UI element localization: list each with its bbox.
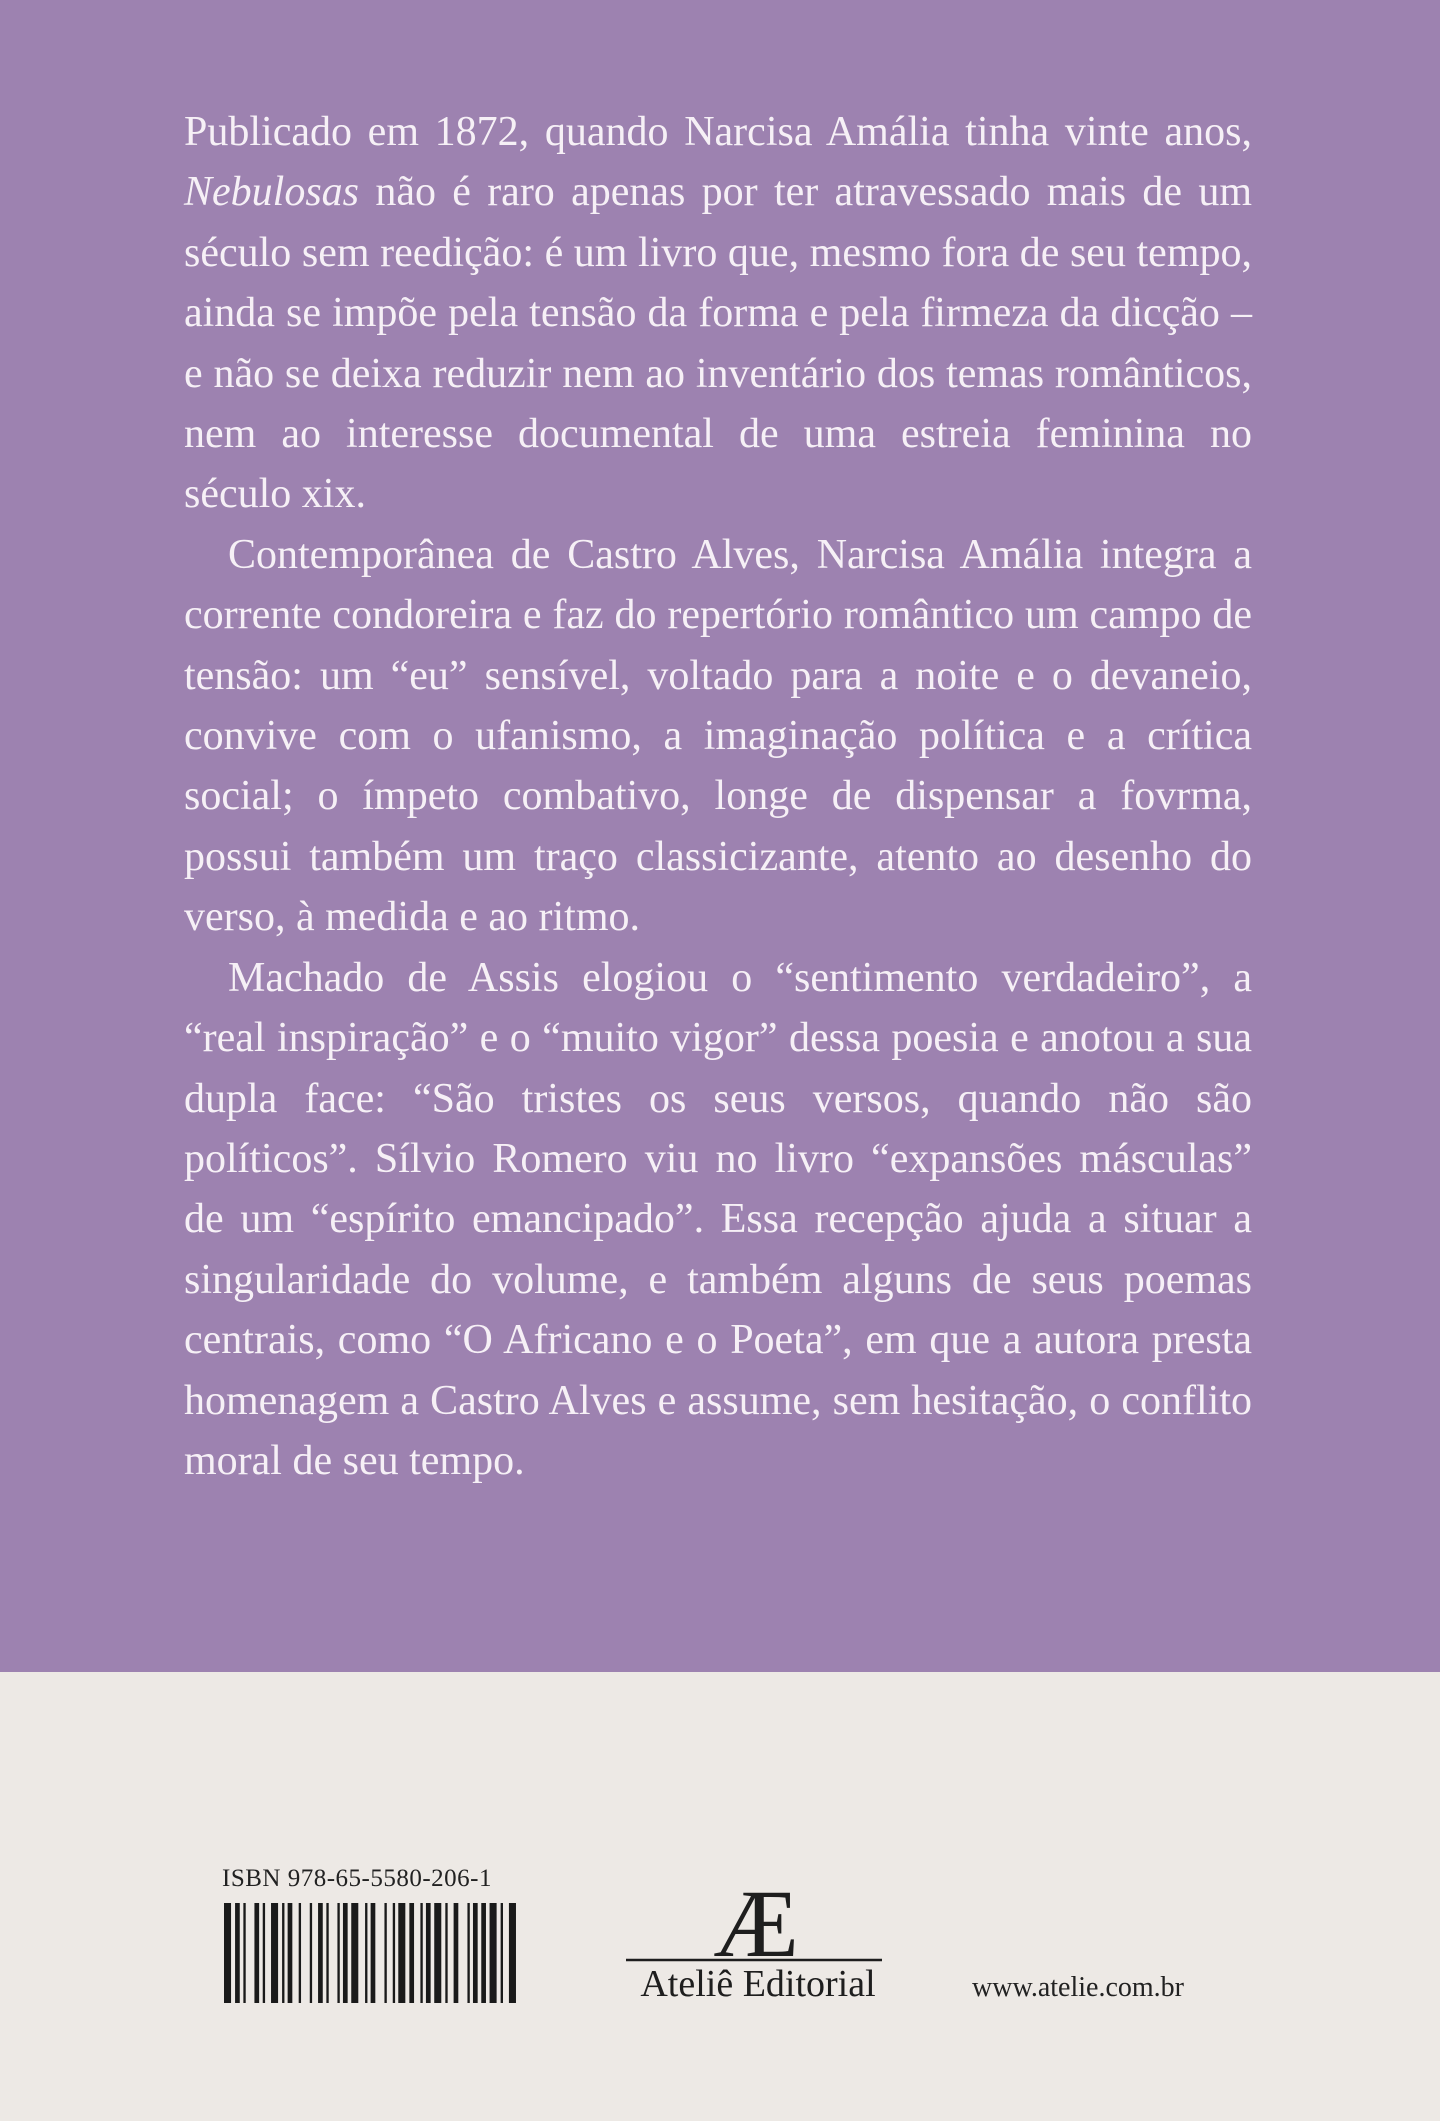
barcode-bar	[224, 1903, 231, 2003]
publisher-name: Ateliê Editorial	[640, 1963, 876, 2005]
publisher-website: www.atelie.com.br	[972, 1972, 1184, 2003]
barcode-bar	[343, 1903, 348, 2003]
barcode-bar	[420, 1903, 422, 2003]
blurb-paragraph-1	[184, 102, 1252, 525]
barcode-bar	[371, 1903, 376, 2003]
blurb-paragraph-2: Contemporânea de Castro Alves, Narcisa Amália integra a corrente condoreira e faz do repertório romântico um campo de tensão: um “eu” sensível, voltado para a noite e o devaneio, convive com o ufanismo, a imaginação política e a crítica social; o ímpeto combativo, longe de dispensar a fovrma, possui também um traço classicizante, atento ao desenho do verso, à medida e ao ritmo.	[184, 531, 1252, 941]
barcode-bar	[299, 1903, 301, 2003]
barcode-bar	[501, 1903, 503, 2003]
barcode-bar	[310, 1903, 312, 2003]
book-title: Nebulosas	[184, 169, 360, 216]
barcode-bar	[445, 1903, 447, 2003]
back-cover-blurb	[184, 102, 1252, 1491]
barcode-bar	[384, 1903, 386, 2003]
barcode-bar	[243, 1903, 245, 2003]
barcode-bar	[263, 1903, 265, 2003]
barcode-bar	[434, 1903, 441, 2003]
barcode-bar	[318, 1903, 323, 2003]
barcode-bar	[365, 1903, 367, 2003]
logo-glyph: Æ	[713, 1872, 799, 1972]
barcode-bar	[235, 1903, 240, 2003]
barcode-bar	[326, 1903, 328, 2003]
barcode-bar	[254, 1903, 259, 2003]
barcode-bar	[426, 1903, 431, 2003]
blurb-text: não é raro apenas por ter atravessado mais de um século sem reedição: é um livro que, mesmo fora de seu tempo, ainda se impõe pela tensão da forma e pela firmeza da dicção – e não se deixa reduzir nem ao inventário dos temas românticos, nem ao interesse documental de uma estreia feminina no século xix.	[184, 169, 1252, 518]
barcode-bar	[393, 1903, 395, 2003]
blurb-paragraph-3: Machado de Assis elogiou o “sentimento verdadeiro”, a “real inspiração” e o “muito vigor” dessa poesia e anotou a sua dupla face: “São tristes os seus versos, quando não são políticos”. Sílvio Romero viu no livro “expansões másculas” de um “espírito emancipado”. Essa recepção ajuda a situar a singularidade do volume, e também alguns de seus poemas centrais, como “O Africano e o Poeta”, em que a autora presta homenagem a Castro Alves e assume, sem hesitação, o conflito moral de seu tempo.	[184, 954, 1252, 1484]
barcode-bar	[509, 1903, 516, 2003]
barcode-bar	[467, 1903, 469, 2003]
barcode-bar	[398, 1903, 405, 2003]
barcode-bar	[481, 1903, 486, 2003]
barcode-bar	[351, 1903, 358, 2003]
barcode-bar	[454, 1903, 459, 2003]
barcode-bar	[271, 1903, 278, 2003]
ae-ligature-logo-icon	[626, 1872, 886, 1972]
blurb-text: Publicado em 1872, quando Narcisa Amália tinha vinte anos,	[184, 109, 1252, 155]
barcode-bar	[282, 1903, 284, 2003]
barcode	[224, 1903, 520, 2003]
barcode-bar	[409, 1903, 414, 2003]
isbn-label: ISBN 978-65-5580-206-1	[222, 1865, 493, 1892]
barcode-bar	[288, 1903, 293, 2003]
barcode-bar	[473, 1903, 478, 2003]
barcode-bar	[490, 1903, 497, 2003]
barcode-bar	[337, 1903, 339, 2003]
